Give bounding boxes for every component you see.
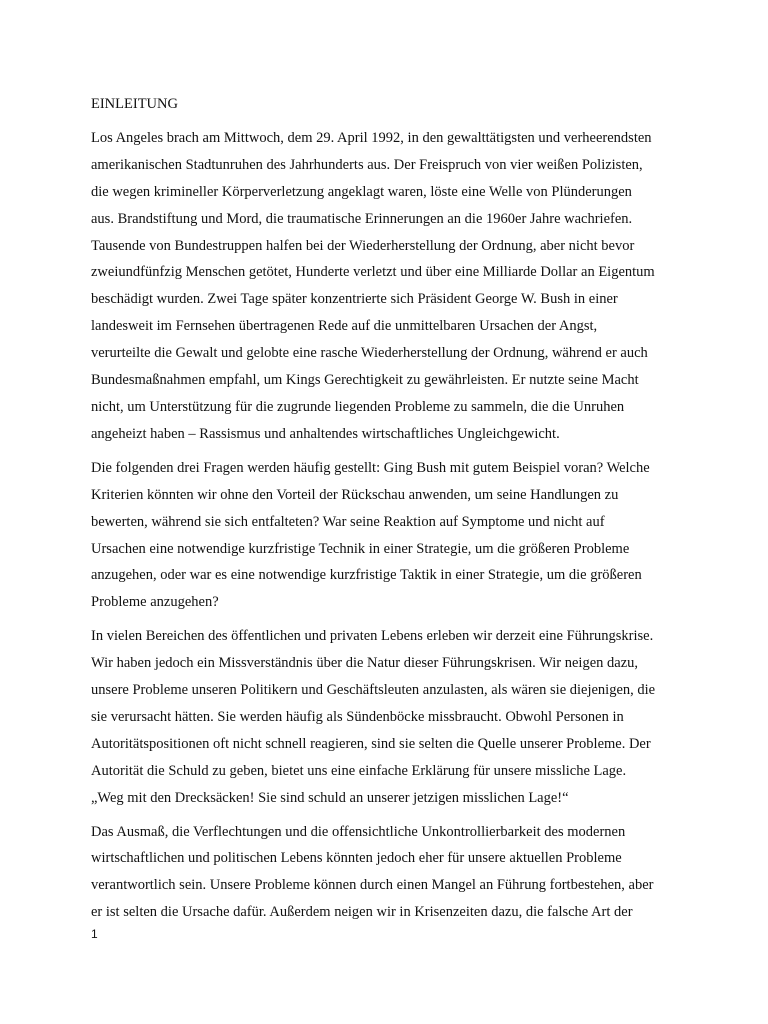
text-line: die wegen krimineller Körperverletzung angeklagt waren, löste eine Welle von Plünderungen <box>91 183 632 200</box>
text-line: Kriterien könnten wir ohne den Vorteil der Rückschau anwenden, um seine Handlungen zu <box>91 486 619 503</box>
paragraphs-container <box>91 125 681 926</box>
text-line: Los Angeles brach am Mittwoch, dem 29. April 1992, in den gewalttätigsten und verheerendsten <box>91 129 652 146</box>
text-line: Bundesmaßnahmen empfahl, um Kings Gerechtigkeit zu gewährleisten. Er nutzte seine Macht <box>91 372 639 389</box>
text-line: Tausende von Bundestruppen halfen bei der Wiederherstellung der Ordnung, aber nicht bevor <box>91 237 635 254</box>
text-line: verantwortlich sein. Unsere Probleme können durch einen Mangel an Führung fortbestehen, aber <box>91 877 654 894</box>
document-body <box>91 91 681 933</box>
text-line: bewerten, während sie sich entfalteten? War seine Reaktion auf Symptome und nicht auf <box>91 513 605 530</box>
page-number: 1 <box>91 927 98 941</box>
text-line: aus. Brandstiftung und Mord, die traumatische Erinnerungen an die 1960er Jahre wachriefen. <box>91 210 633 227</box>
text-line: Autorität die Schuld zu geben, bietet uns eine einfache Erklärung für unsere missliche Lage. <box>91 762 627 779</box>
text-line: „Weg mit den Drecksäcken! Sie sind schuld an unserer jetzigen misslichen Lage!“ <box>91 789 569 806</box>
text-line: angeheizt haben – Rassismus und anhaltendes wirtschaftliches Ungleichgewicht. <box>91 425 560 442</box>
text-line: Wir haben jedoch ein Missverständnis über die Natur dieser Führungskrisen. Wir neigen dazu, <box>91 655 639 672</box>
text-line: Das Ausmaß, die Verflechtungen und die offensichtliche Unkontrollierbarkeit des modernen <box>91 823 626 840</box>
text-line: amerikanischen Stadtunruhen des Jahrhunderts aus. Der Freispruch von vier weißen Polizisten, <box>91 156 643 173</box>
text-line: landesweit im Fernsehen übertragenen Rede auf die unmittelbaren Ursachen der Angst, <box>91 318 598 335</box>
paragraph <box>91 455 681 616</box>
text-line: wirtschaftlichen und politischen Lebens könnten jedoch eher für unsere aktuellen Probleme <box>91 850 622 867</box>
text-line: Die folgenden drei Fragen werden häufig gestellt: Ging Bush mit gutem Beispiel voran? Welche <box>91 459 650 476</box>
text-line: er ist selten die Ursache dafür. Außerdem neigen wir in Krisenzeiten dazu, die falsche Art der <box>91 904 633 921</box>
text-line: unsere Probleme unseren Politikern und Geschäftsleuten anzulasten, als wären sie diejenigen, die <box>91 682 656 699</box>
text-line: beschädigt wurden. Zwei Tage später konzentrierte sich Präsident George W. Bush in einer <box>91 291 618 308</box>
text-line: Probleme anzugehen? <box>91 594 219 611</box>
paragraph <box>91 623 681 811</box>
text-line: anzugehen, oder war es eine notwendige kurzfristige Taktik in einer Strategie, um die größeren <box>91 567 642 584</box>
text-line: verurteilte die Gewalt und gelobte eine rasche Wiederherstellung der Ordnung, während er auch <box>91 345 648 362</box>
text-line: nicht, um Unterstützung für die zugrunde liegenden Probleme zu sammeln, die die Unruhen <box>91 398 625 415</box>
paragraph <box>91 819 681 927</box>
text-line: zweiundfünfzig Menschen getötet, Hunderte verletzt und über eine Milliarde Dollar an Eigentum <box>91 264 655 281</box>
text-line: Ursachen eine notwendige kurzfristige Technik in einer Strategie, um die größeren Probleme <box>91 540 630 557</box>
text-line: In vielen Bereichen des öffentlichen und privaten Lebens erleben wir derzeit eine Führungskrise. <box>91 628 654 645</box>
text-line: sie verursacht hätten. Sie werden häufig als Sündenböcke missbraucht. Obwohl Personen in <box>91 708 624 725</box>
paragraph <box>91 125 681 448</box>
section-heading: EINLEITUNG <box>91 96 178 112</box>
text-line: Autoritätspositionen oft nicht schnell reagieren, sind sie selten die Quelle unserer Probleme. Der <box>91 735 651 752</box>
